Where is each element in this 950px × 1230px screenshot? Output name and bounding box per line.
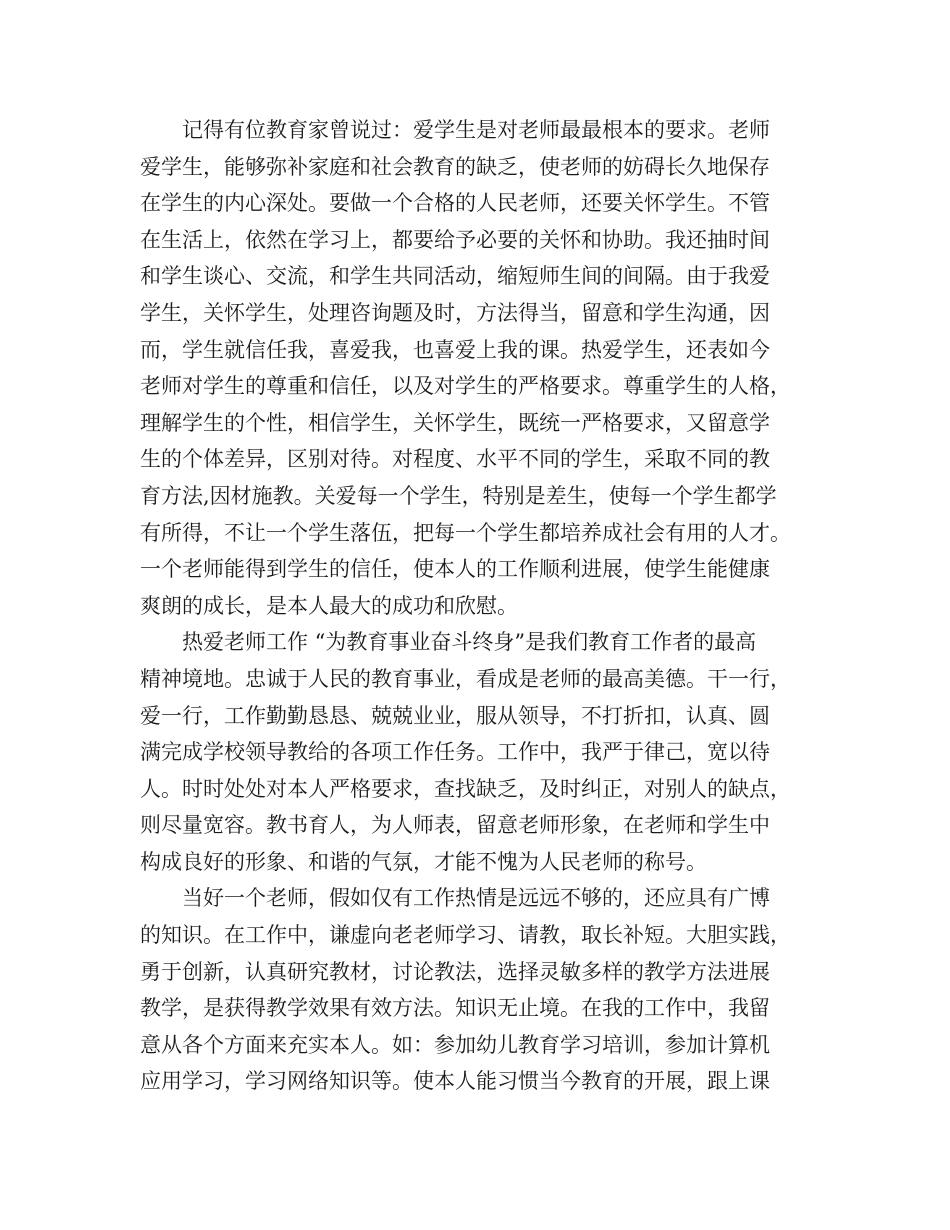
text-line: 生的个体差异，区别对待。对程度、水平不同的学生，采取不同的教 [140, 447, 770, 472]
text-line: 而，学生就信任我，喜爱我，也喜爱上我的课。热爱学生，还表如今 [140, 337, 770, 362]
text-line: 满完成学校领导教给的各项工作任务。工作中，我严于律己，宽以待 [140, 740, 770, 765]
text-line: 精神境地。忠诚于人民的教育事业，看成是老师的最高美德。干一行， [140, 666, 791, 691]
text-line: 则尽量宽容。教书育人，为人师表，留意老师形象，在老师和学生中 [140, 813, 770, 838]
text-line: 有所得，不让一个学生落伍，把每一个学生都培养成社会有用的人才。 [140, 520, 791, 545]
text-line: 爱一行，工作勤勤恳恳、兢兢业业，服从领导，不打折扣，认真、圆 [140, 703, 770, 728]
text-line: 构成良好的形象、和谐的气氛，才能不愧为人民老师的称号。 [140, 849, 707, 874]
text-line: 理解学生的个性，相信学生，关怀学生，既统一严格要求，又留意学 [140, 410, 770, 435]
text-line: 学生，关怀学生，处理咨询题及时，方法得当，留意和学生沟通，因 [140, 300, 770, 325]
body-text [140, 112, 840, 1100]
text-line: 一个老师能得到学生的信任，使本人的工作顺利进展，使学生能健康 [140, 557, 770, 582]
text-line: 人。时时处处对本人严格要求，查找缺乏，及时纠正，对别人的缺点， [140, 776, 791, 801]
text-line: 老师对学生的尊重和信任，以及对学生的严格要求。尊重学生的人格， [140, 374, 791, 399]
text-line: 和学生谈心、交流，和学生共同活动，缩短师生间的间隔。由于我爱 [140, 264, 770, 289]
text-line: 在学生的内心深处。要做一个合格的人民老师，还要关怀学生。不管 [140, 191, 770, 216]
text-line: 爱学生，能够弥补家庭和社会教育的缺乏，使老师的妨碍长久地保存 [140, 154, 770, 179]
text-line: 勇于创新，认真研究教材，讨论教法，选择灵敏多样的教学方法进展 [140, 959, 770, 984]
text-line: 爽朗的成长，是本人最大的成功和欣慰。 [140, 593, 518, 618]
text-line: 记得有位教育家曾说过：爱学生是对老师最最根本的要求。老师 [140, 118, 770, 142]
text-line: 当好一个老师，假如仅有工作热情是远远不够的，还应具有广博 [140, 886, 770, 911]
text-line: 教学，是获得教学效果有效方法。知识无止境。在我的工作中，我留 [140, 996, 770, 1021]
text-line: 的知识。在工作中，谦虚向老老师学习、请教，取长补短。大胆实践， [140, 923, 791, 948]
text-line: 应用学习，学习网络知识等。使本人能习惯当今教育的开展，跟上课 [140, 1069, 770, 1094]
text-line: 在生活上，依然在学习上，都要给予必要的关怀和协助。我还抽时间 [140, 227, 770, 252]
text-line: 育方法,因材施教。关爱每一个学生，特别是差生，使每一个学生都学 [140, 483, 777, 508]
text-line: 意从各个方面来充实本人。如：参加幼儿教育学习培训，参加计算机 [140, 1032, 770, 1057]
text-line: 热爱老师工作 “为教育事业奋斗终身”是我们教育工作者的最高 [140, 630, 757, 655]
